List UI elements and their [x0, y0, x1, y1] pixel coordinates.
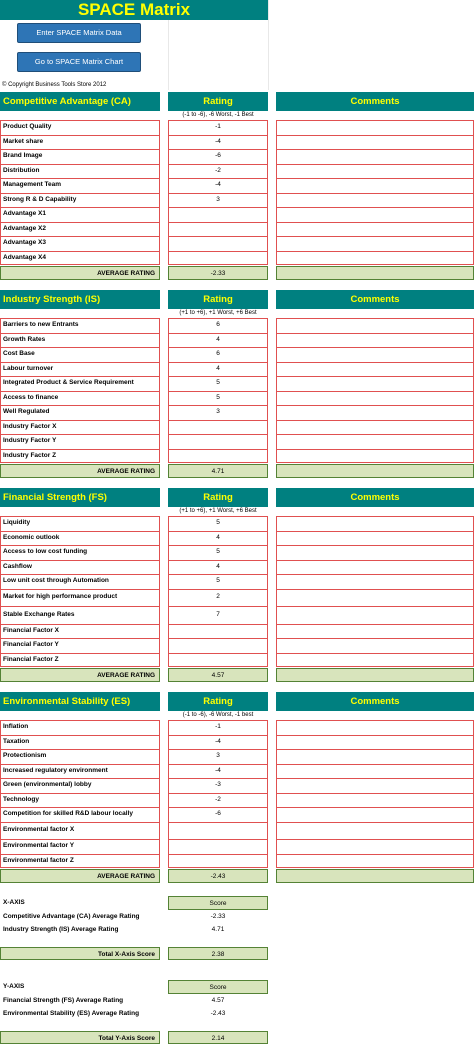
average-rating-value: -2.43	[168, 869, 268, 883]
rating-column	[168, 720, 268, 868]
factor-label: Industry Factor Y	[3, 437, 57, 445]
factor-rating-cell[interactable]: 4	[216, 533, 220, 541]
factor-label: Labour turnover	[3, 364, 54, 372]
factor-label: Financial Factor Y	[3, 641, 59, 649]
comments-header: Comments	[276, 488, 474, 507]
factor-rating-cell[interactable]: 5	[216, 393, 220, 401]
axis-total-label: Total X-Axis Score	[0, 947, 160, 960]
rating-header: Rating	[168, 92, 268, 111]
comments-column[interactable]	[276, 120, 474, 265]
axis-component-label: Financial Strength (FS) Average Rating	[3, 997, 124, 1004]
factor-rating-cell[interactable]: 3	[216, 408, 220, 416]
axis-component-value: -2.43	[210, 1010, 226, 1017]
factor-rating-cell[interactable]: 3	[216, 195, 220, 203]
factor-label: Barriers to new Entrants	[3, 321, 79, 329]
factor-label: Technology	[3, 795, 39, 803]
factor-rating-cell[interactable]: 3	[216, 752, 220, 760]
factor-label: Brand Image	[3, 152, 43, 160]
factor-label: Economic outlook	[3, 533, 60, 541]
factor-rating-cell[interactable]: 4	[216, 364, 220, 372]
section-title: Industry Strength (IS)	[0, 290, 160, 309]
average-rating-value: -2.33	[168, 266, 268, 280]
enter-data-button[interactable]: Enter SPACE Matrix Data	[17, 23, 141, 43]
factor-label: Strong R & D Capability	[3, 195, 77, 203]
go-to-chart-button[interactable]: Go to SPACE Matrix Chart	[17, 52, 141, 72]
copyright-notice: © Copyright Business Tools Store 2012	[2, 82, 107, 88]
factor-rating-cell[interactable]: 5	[216, 548, 220, 556]
axis-component-value: -2.33	[210, 913, 226, 920]
rating-column	[168, 318, 268, 463]
average-rating-label: AVERAGE RATING	[0, 668, 160, 682]
rating-header: Rating	[168, 488, 268, 507]
average-comment-cell	[276, 668, 474, 682]
factor-rating-cell[interactable]: -6	[215, 152, 221, 160]
factor-label: Financial Factor X	[3, 626, 59, 634]
factor-label: Environmental factor Y	[3, 842, 75, 850]
rating-column	[168, 120, 268, 265]
axis-label: Y-AXIS	[3, 983, 25, 990]
factor-rating-cell[interactable]: -6	[215, 810, 221, 818]
factor-label: Well Regulated	[3, 408, 50, 416]
comments-header: Comments	[276, 290, 474, 309]
average-rating-label: AVERAGE RATING	[0, 266, 160, 280]
factor-label: Distribution	[3, 166, 40, 174]
factor-rating-cell[interactable]: 5	[216, 577, 220, 585]
factor-label: Access to low cost funding	[3, 548, 88, 556]
section-title: Competitive Advantage (CA)	[0, 92, 160, 111]
comments-column[interactable]	[276, 516, 474, 667]
factor-rating-cell[interactable]: -2	[215, 166, 221, 174]
factor-label-column	[0, 120, 160, 265]
factor-label: Environmental factor Z	[3, 856, 74, 864]
average-rating-label: AVERAGE RATING	[0, 464, 160, 478]
factor-label-column	[0, 516, 160, 667]
factor-label: Financial Factor Z	[3, 655, 59, 663]
factor-label: Advantage X4	[3, 253, 46, 261]
factor-rating-cell[interactable]: 5	[216, 519, 220, 527]
factor-rating-cell[interactable]: -4	[215, 737, 221, 745]
comments-column[interactable]	[276, 720, 474, 868]
average-comment-cell	[276, 266, 474, 280]
comments-header: Comments	[276, 692, 474, 711]
factor-label: Advantage X2	[3, 224, 46, 232]
factor-label: Taxation	[3, 737, 30, 745]
axis-component-label: Environmental Stability (ES) Average Rating	[3, 1010, 140, 1017]
rating-header: Rating	[168, 290, 268, 309]
axis-total-label: Total Y-Axis Score	[0, 1031, 160, 1044]
factor-label: Green (environmental) lobby	[3, 781, 92, 789]
factor-label: Inflation	[3, 723, 29, 731]
factor-rating-cell[interactable]: -2	[215, 795, 221, 803]
comments-header: Comments	[276, 92, 474, 111]
factor-label: Liquidity	[3, 519, 31, 527]
axis-label: X-AXIS	[3, 899, 25, 906]
factor-label: Integrated Product & Service Requirement	[3, 379, 134, 387]
page-title: SPACE Matrix	[77, 0, 191, 19]
comments-column[interactable]	[276, 318, 474, 463]
score-header: Score	[168, 980, 268, 994]
average-rating-label: AVERAGE RATING	[0, 869, 160, 883]
factor-rating-cell[interactable]: 4	[216, 562, 220, 570]
factor-label: Market for high performance product	[3, 593, 118, 601]
factor-rating-cell[interactable]: -1	[215, 723, 221, 731]
factor-label: Cost Base	[3, 350, 35, 358]
rating-scale: (+1 to +6), +1 Worst, +6 Best	[179, 508, 257, 514]
axis-component-label: Industry Strength (IS) Average Rating	[3, 926, 119, 933]
factor-label: Product Quality	[3, 123, 52, 131]
section-title: Environmental Stability (ES)	[0, 692, 160, 711]
factor-rating-cell[interactable]: 6	[216, 350, 220, 358]
factor-rating-cell[interactable]: 2	[216, 593, 220, 601]
factor-label: Environmental factor X	[3, 826, 75, 834]
average-rating-value: 4.71	[168, 464, 268, 478]
average-comment-cell	[276, 464, 474, 478]
axis-component-label: Competitive Advantage (CA) Average Rating	[3, 913, 140, 920]
factor-label: Management Team	[3, 181, 62, 189]
factor-label: Industry Factor Z	[3, 451, 57, 459]
factor-rating-cell[interactable]: 5	[216, 379, 220, 387]
axis-component-value: 4.71	[211, 926, 225, 933]
factor-label: Cashflow	[3, 562, 32, 570]
rating-column	[168, 516, 268, 667]
axis-total-value: 2.14	[168, 1031, 268, 1044]
factor-label: Protectionism	[3, 752, 47, 760]
factor-rating-cell[interactable]: 4	[216, 335, 220, 343]
rating-scale: (-1 to -6), -6 Worst, -1 Best	[182, 112, 254, 118]
axis-total-value: 2.38	[168, 947, 268, 960]
score-header: Score	[168, 896, 268, 910]
average-comment-cell	[276, 869, 474, 883]
factor-rating-cell[interactable]: -3	[215, 781, 221, 789]
section-title: Financial Strength (FS)	[0, 488, 160, 507]
factor-label: Advantage X3	[3, 239, 46, 247]
rating-scale: (-1 to -6), -6 Worst, -1 best	[182, 712, 254, 718]
gridline	[268, 0, 269, 90]
factor-rating-cell[interactable]: -4	[215, 181, 221, 189]
factor-label: Increased regulatory environment	[3, 766, 108, 774]
factor-rating-cell[interactable]: 6	[216, 321, 220, 329]
factor-label-column	[0, 720, 160, 868]
factor-rating-cell[interactable]: -4	[215, 766, 221, 774]
factor-label-column	[0, 318, 160, 463]
factor-label: Access to finance	[3, 393, 59, 401]
factor-label: Stable Exchange Rates	[3, 610, 75, 618]
factor-label: Growth Rates	[3, 335, 46, 343]
factor-label: Advantage X1	[3, 210, 46, 218]
factor-label: Competition for skilled R&D labour locally	[3, 810, 134, 818]
rating-scale: (+1 to +6), +1 Worst, +6 Best	[179, 310, 257, 316]
factor-label: Low unit cost through Automation	[3, 577, 109, 585]
factor-rating-cell[interactable]: 7	[216, 610, 220, 618]
factor-label: Industry Factor X	[3, 422, 57, 430]
average-rating-value: 4.57	[168, 668, 268, 682]
factor-rating-cell[interactable]: -4	[215, 137, 221, 145]
rating-header: Rating	[168, 692, 268, 711]
factor-rating-cell[interactable]: -1	[215, 123, 221, 131]
factor-label: Market share	[3, 137, 44, 145]
axis-component-value: 4.57	[211, 997, 225, 1004]
